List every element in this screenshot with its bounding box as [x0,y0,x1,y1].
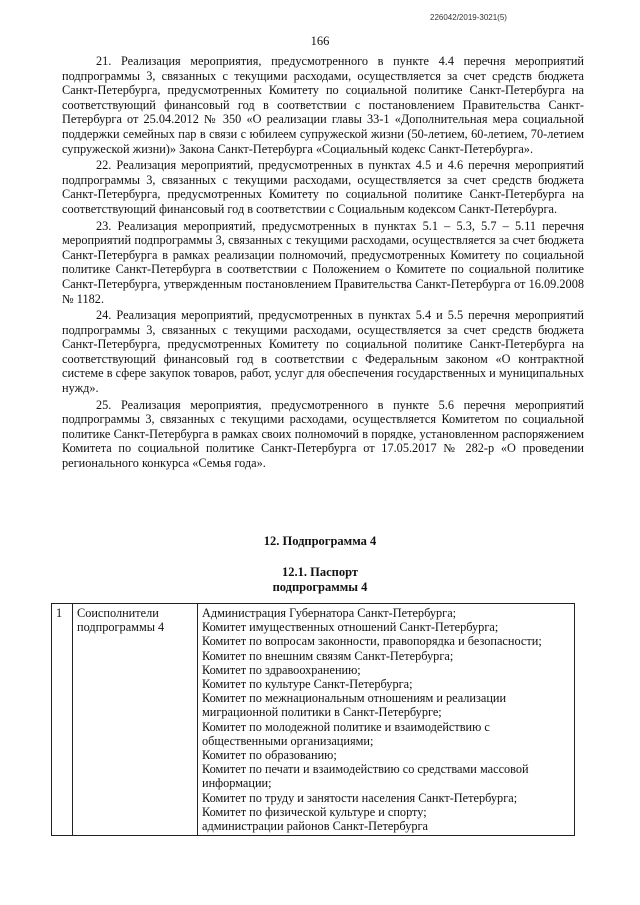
subsection-title-line1: 12.1. Паспорт [281,565,359,579]
list-item: администрации районов Санкт-Петербурга [202,819,429,834]
list-item: Комитет по культуре Санкт-Петербурга; [202,677,413,692]
paragraph-24: 24. Реализация мероприятий, предусмотренных в пунктах 5.4 и 5.5 перечня мероприятий подпрограммы 3, связанных с текущими расходами, осуществляется за счет средств бюджета Санкт-Петербурга, предусмотренных Комитету по социальной политике Санкт-Петербурга на соответствующий финансовый год в соответствии с Федеральным законом «О контрактной системе в сфере закупок товаров, работ, услуг для обеспечения государственных и муниципальных нужд». [62,308,584,396]
list-item: Комитет по внешним связям Санкт-Петербурга; [202,648,454,663]
list-item: Комитет по труду и занятости населения Санкт-Петербурга; [202,790,518,805]
body-text [62,54,584,473]
list-item: Комитет по здравоохранению; [202,662,361,677]
section-title: 12. Подпрограмма 4 [263,534,377,548]
list-item: Комитет имущественных отношений Санкт-Петербурга; [202,620,499,635]
list-item: Администрация Губернатора Санкт-Петербурга; [202,606,457,620]
subsection-title-line2: подпрограммы 4 [272,579,368,594]
list-item: Комитет по межнациональным отношениям и реализации миграционной политики в Санкт-Петербурге; [202,691,507,720]
list-item: Комитет по вопросам законности, правопорядка и безопасности; [202,634,542,649]
passport-table [51,603,575,836]
row-label: Соисполнители подпрограммы 4 [73,604,198,836]
co-executors-list [198,604,575,836]
subsection-title [0,565,640,594]
document-id: 226042/2019-3021(5) [430,13,507,22]
paragraph-22: 22. Реализация мероприятий, предусмотренных в пунктах 4.5 и 4.6 перечня мероприятий подпрограммы 3, связанных с текущими расходами, осуществляется за счет средств бюджета Санкт-Петербурга, предусмотренных Комитету по социальной политике Санкт-Петербурга на соответствующий финансовый год в соответствии с Социальным кодексом Санкт-Петербурга. [62,158,584,216]
list-item: Комитет по образованию; [202,748,337,763]
page-number: 166 [310,34,330,48]
table-row [52,604,575,836]
list-item: Комитет по физической культуре и спорту; [202,804,427,819]
row-number: 1 [52,604,73,836]
paragraph-21: 21. Реализация мероприятия, предусмотренного в пункте 4.4 перечня мероприятий подпрограммы 3, связанных с текущими расходами, осуществляется за счет средств бюджета Санкт-Петербурга, предусмотренных Комитету по социальной политике Санкт-Петербурга на соответствующий финансовый год в соответствии с постановлением Правительства Санкт-Петербурга от 25.04.2012 № 350 «О реализации главы 33-1 «Дополнительная мера социальной поддержки семейных пар в связи с юбилеем супружеской жизни (50-летием, 60-летием, 70-летием супружеской жизни)» Закона Санкт-Петербурга «Социальный кодекс Санкт-Петербурга». [62,54,584,156]
paragraph-25: 25. Реализация мероприятия, предусмотренного в пункте 5.6 перечня мероприятий подпрограммы 3, связанных с текущими расходами, осуществляется Комитетом по социальной политике Санкт-Петербурга в рамках своих полномочий в порядке, установленном распоряжением Комитета по социальной политике Санкт-Петербурга от 17.05.2017 № 282-р «О проведении регионального конкурса «Семья года». [62,397,584,471]
list-item: Комитет по печати и взаимодействию со средствами массовой информации; [202,762,529,791]
list-item: Комитет по молодежной политике и взаимодействию с общественными организациями; [202,719,490,748]
paragraph-23: 23. Реализация мероприятий, предусмотренных в пунктах 5.1 – 5.3, 5.7 – 5.11 перечня мероприятий подпрограммы 3, связанных с текущими расходами, осуществляется за счет бюджета Санкт-Петербурга в рамках реализации полномочий, предусмотренных Комитету по социальной политике Санкт-Петербурга в соответствии с Положением о Комитете по социальной политике Санкт-Петербурга, утвержденным постановлением Правительства Санкт-Петербурга от 16.09.2008 № 1182. [62,218,584,306]
